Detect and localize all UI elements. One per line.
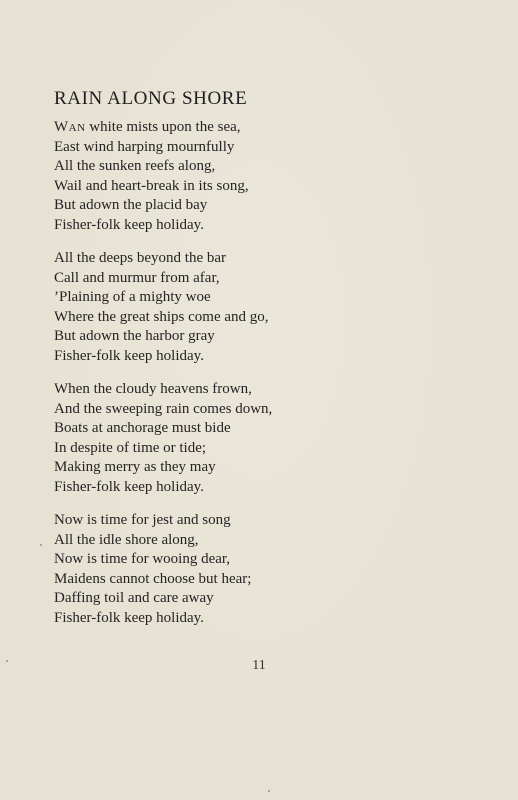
poem-line: And the sweeping rain comes down, [54, 400, 273, 417]
poem-line: But adown the harbor gray [54, 328, 215, 344]
poem-line: Maidens cannot choose but hear; [54, 570, 252, 587]
poem-line: Where the great ships come and go, [54, 308, 269, 325]
paper-speck [6, 660, 8, 662]
stanza-4 [54, 511, 494, 628]
paper-speck [268, 790, 270, 792]
poem-line: Call and murmur from afar, [54, 269, 220, 286]
poem-line: Making merry as they may [54, 459, 216, 475]
poem-line: Fisher-folk keep holiday. [54, 478, 204, 495]
poem-line: All the idle shore along, [54, 531, 199, 548]
poem-line: ’Plaining of a mighty woe [54, 289, 211, 305]
poem-line: Wail and heart-break in its song, [54, 177, 249, 194]
poem-line: East wind harping mournfully [54, 138, 235, 155]
poem-line: Now is time for wooing dear, [54, 551, 231, 567]
stanza-1 [54, 118, 494, 235]
poem-line: All the sunken reefs along, [54, 158, 216, 174]
poem-line: All the deeps beyond the bar [54, 250, 227, 266]
poem-line: But adown the placid bay [54, 197, 208, 213]
poem-line [54, 118, 494, 138]
stanza-2 [54, 249, 494, 366]
poem-line: Fisher-folk keep holiday. [54, 347, 204, 364]
poem-line: Fisher-folk keep holiday. [54, 216, 204, 233]
poem-line: Boats at anchorage must bide [54, 420, 231, 436]
poem-title: RAIN ALONG SHORE [54, 88, 248, 109]
poem-line: In despite of time or tide; [54, 439, 207, 456]
poem-line: Daffing toil and care away [54, 590, 214, 606]
stanza-3 [54, 380, 494, 497]
paper-speck [40, 544, 42, 546]
poem-line-text: white mists upon the sea, [85, 119, 241, 135]
poem-line: Now is time for jest and song [54, 512, 231, 528]
poem-line: When the cloudy heavens frown, [54, 381, 252, 397]
stanza-opening-word: Wan [54, 119, 86, 135]
page-number: 11 [252, 658, 266, 673]
poem-line: Fisher-folk keep holiday. [54, 609, 204, 626]
poem-body [54, 118, 494, 642]
